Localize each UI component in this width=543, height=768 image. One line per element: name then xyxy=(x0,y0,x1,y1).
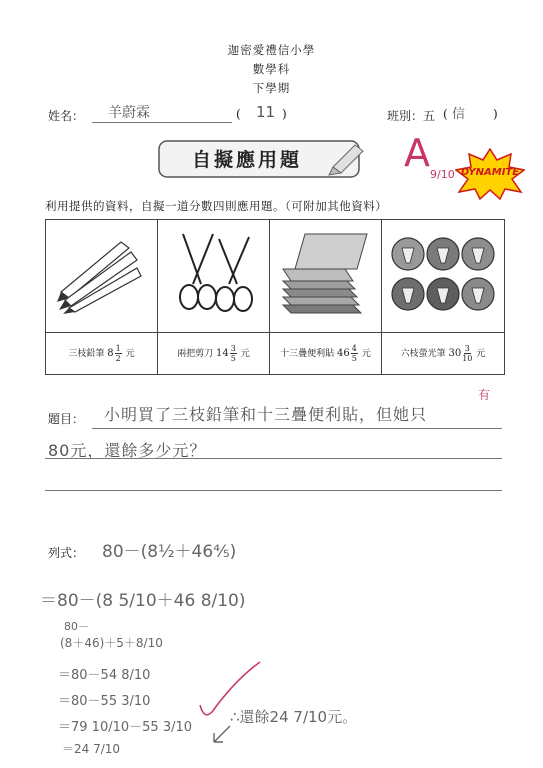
working-step-5: ＝80－55 3/10 xyxy=(58,694,151,709)
arrow-icon xyxy=(208,722,234,748)
scissors-cell xyxy=(157,220,269,333)
item-label: 兩把剪刀 xyxy=(177,349,214,359)
working-step-1: ＝80－(8 5/10＋46 8/10) xyxy=(40,591,246,611)
pencils-cell xyxy=(46,220,158,333)
item-caption-scissors xyxy=(157,333,269,375)
fraction-denominator: 5 xyxy=(351,354,357,363)
pencils-icon xyxy=(51,234,151,314)
student-name: 羊蔚霖 xyxy=(108,105,150,121)
grade-mark: A xyxy=(404,131,430,175)
item-unit: 元 xyxy=(125,349,135,359)
question-line-2: 80元，還餘多少元？ xyxy=(48,441,207,460)
class-label: 班別：五 xyxy=(387,109,436,123)
number-open-paren: ( xyxy=(236,107,241,121)
answer-line-2 xyxy=(45,458,502,459)
item-price-fraction xyxy=(230,344,237,363)
grade-score: 9/10 xyxy=(430,168,455,181)
item-price-whole: 46 xyxy=(337,348,350,359)
name-label: 姓名： xyxy=(48,109,85,123)
fraction-denominator: 10 xyxy=(462,354,473,363)
fraction-numerator: 4 xyxy=(351,344,357,353)
answer-line-1 xyxy=(92,428,502,429)
item-unit: 元 xyxy=(476,349,486,359)
items-table xyxy=(45,219,505,375)
scissors-icon xyxy=(163,229,263,319)
working-step-2: 80－ xyxy=(64,620,89,633)
instructions: 利用提供的資料，自擬一道分數四則應用題。（可附加其他資料） xyxy=(45,199,388,213)
working-step-6: ＝79 10/10－55 3/10 xyxy=(58,720,193,735)
sticky-notes-icon xyxy=(275,229,375,319)
term-name: 下學期 xyxy=(252,81,291,95)
fraction-numerator: 1 xyxy=(115,344,121,353)
working-step-3: (8＋46)＋5＋8/10 xyxy=(60,636,163,650)
item-price-fraction xyxy=(462,344,472,363)
item-caption-sticky-notes xyxy=(269,333,381,375)
formula-expression: 80－(8½＋46⅘) xyxy=(102,542,237,562)
sticky-notes-cell xyxy=(269,220,381,333)
school-name: 迦密愛禮信小學 xyxy=(227,43,316,57)
highlighters-icon xyxy=(388,229,498,319)
item-caption-pencils xyxy=(46,333,158,375)
answer-line-3 xyxy=(45,490,502,491)
item-price-whole: 8 xyxy=(107,348,114,359)
subject-name: 數學科 xyxy=(252,62,291,76)
formula-label: 列式： xyxy=(48,546,85,560)
page-title: 自擬應用題 xyxy=(191,149,302,171)
number-close-paren: ) xyxy=(282,107,287,121)
item-price-whole: 30 xyxy=(448,348,462,359)
sticker-text: DYNAMITE xyxy=(460,167,520,178)
class-open-paren: ( xyxy=(443,107,448,121)
student-number: 11 xyxy=(256,103,276,121)
item-price-fraction xyxy=(351,344,358,363)
working-step-7: ＝24 7/10 xyxy=(62,742,121,756)
item-unit: 元 xyxy=(240,349,250,359)
highlighters-cell xyxy=(381,220,504,333)
fraction-numerator: 3 xyxy=(464,344,470,353)
item-label: 三枝鉛筆 xyxy=(68,349,105,359)
class-close-paren: ) xyxy=(493,107,498,121)
item-unit: 元 xyxy=(361,349,371,359)
fraction-numerator: 3 xyxy=(230,344,236,353)
item-label: 六枝螢光筆 xyxy=(400,349,446,359)
title-banner xyxy=(157,137,371,181)
question-correction: 有 xyxy=(478,388,491,402)
working-step-4: ＝80－54 8/10 xyxy=(58,668,151,683)
question-line-1: 小明買了三枝鉛筆和十三疊便利貼，但她只 xyxy=(104,405,428,424)
class-value: 信 xyxy=(452,107,466,122)
fraction-denominator: 2 xyxy=(115,354,121,363)
question-label: 題目： xyxy=(48,412,85,426)
item-caption-highlighters xyxy=(381,333,504,375)
dynamite-sticker xyxy=(455,148,525,200)
item-price-fraction xyxy=(115,344,122,363)
final-answer: ∴還餘24 7/10元。 xyxy=(230,708,358,726)
fraction-denominator: 5 xyxy=(230,354,236,363)
item-price-whole: 14 xyxy=(216,348,229,359)
name-underline xyxy=(92,122,232,123)
item-label: 十三疊便利貼 xyxy=(280,349,335,359)
